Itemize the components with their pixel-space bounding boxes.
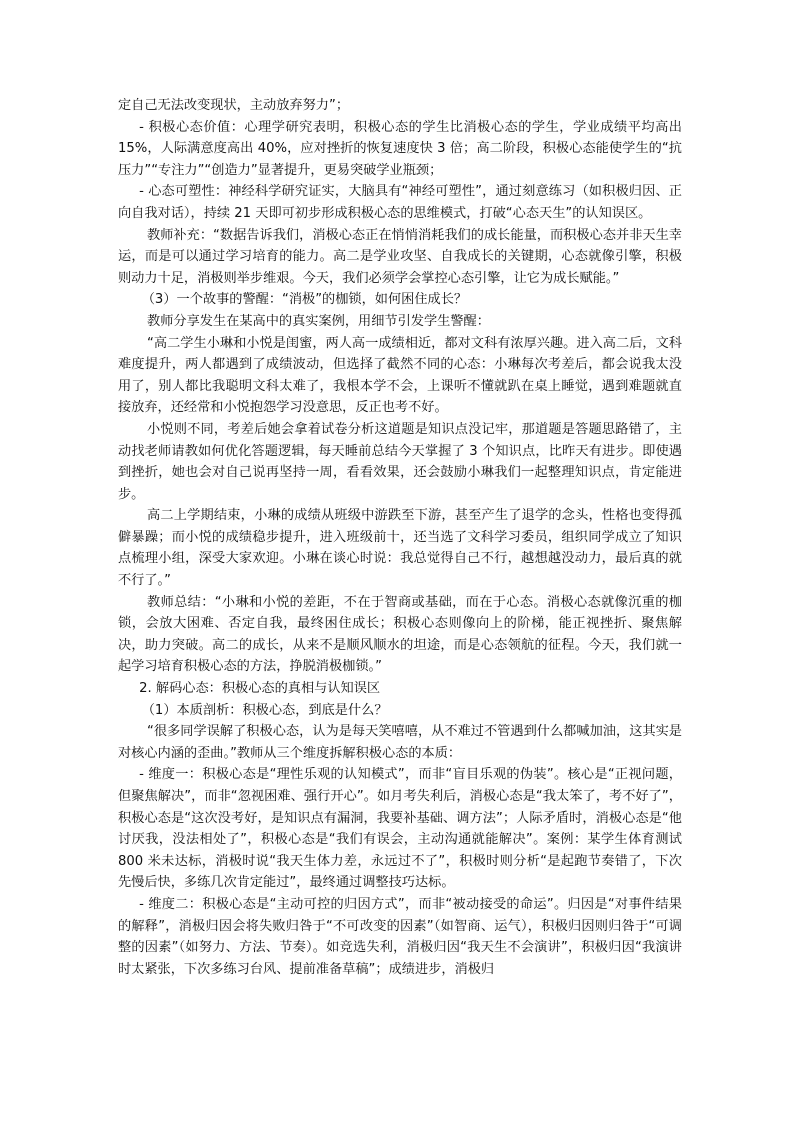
paragraph: - 维度二：积极心态是“主动可控的归因方式”，而非“被动接受的命运”。归因是“对事件结果的解释”，消极归因会将失败归咎于“不可改变的因素”（如智商、运气），积极归因则归咎于“可调整的因素”（如努力、方法、节奏）。如竞选失利，消极归因“我天生不会演讲”，积极归因“我演讲时太紧张，下次多练习台风、提前准备草稿”；成绩进步，消极归 [118, 896, 682, 977]
paragraph: 高二上学期结束，小琳的成绩从班级中游跌至下游，甚至产生了退学的念头，性格也变得孤僻暴躁；而小悦的成绩稳步提升，进入班级前十，还当选了文科学习委员，组织同学成立了知识点梳理小组，深受大家欢迎。小琳在谈心时说：我总觉得自己不行，越想越没动力，最后真的就不行了。” [118, 508, 682, 589]
paragraph: “高二学生小琳和小悦是闺蜜，两人高一成绩相近，都对文科有浓厚兴趣。进入高二后，文科难度提升，两人都遇到了成绩波动，但选择了截然不同的心态：小琳每次考差后，都会说我太没用了，别人都比我聪明文科太难了，我根本学不会，上课听不懂就趴在桌上睡觉，遇到难题就直接放弃，还经常和小悦抱怨学习没意思，反正也考不好。 [118, 335, 682, 416]
paragraph: - 心态可塑性：神经科学研究证实，大脑具有“神经可塑性”，通过刻意练习（如积极归因、正向自我对话），持续 21 天即可初步形成积极心态的思维模式，打破“心态天生”的认知误区。 [118, 184, 682, 221]
paragraph: 教师总结：“小琳和小悦的差距，不在于智商或基础，而在于心态。消极心态就像沉重的枷锁，会放大困难、否定自我，最终困住成长；积极心态则像向上的阶梯，能正视挫折、聚焦解决，助力突破。高二的成长，从来不是顺风顺水的坦途，而是心态领航的征程。今天，我们就一起学习培育积极心态的方法，挣脱消极枷锁。” [118, 594, 682, 675]
paragraph: “很多同学误解了积极心态，认为是每天笑嘻嘻，从不难过不管遇到什么都喊加油，这其实是对核心内涵的歪曲。”教师从三个维度拆解积极心态的本质： [118, 724, 682, 761]
paragraph: - 积极心态价值：心理学研究表明，积极心态的学生比消极心态的学生，学业成绩平均高出 15%，人际满意度高出 40%，应对挫折的恢复速度快 3 倍；高二阶段，积极心态能使学生的“抗压力”“专注力”“创造力”显著提升，更易突破学业瓶颈； [118, 119, 682, 178]
paragraph: 定自己无法改变现状，主动放弃努力”； [118, 98, 350, 113]
paragraph: - 维度一：积极心态是“理性乐观的认知模式”，而非“盲目乐观的伪装”。核心是“正视问题，但聚焦解决”，而非“忽视困难、强行开心”。如月考失利后，消极心态是“我太笨了，考不好了”，积极心态是“这次没考好，是知识点有漏洞，我要补基础、调方法”；人际矛盾时，消极心态是“他讨厌我，没法相处了”，积极心态是“我们有误会，主动沟通就能解决”。案例：某学生体育测试 800 米未达标，消极时说“我天生体力差，永远过不了”，积极时则分析“是起跑节奏错了，下次先慢后快，多练几次肯定能过”，最终通过调整技巧达标。 [118, 767, 682, 891]
paragraph: 教师分享发生在某高中的真实案例，用细节引发学生警醒： [147, 313, 490, 329]
section-heading: （3）一个故事的警醒：“消极”的枷锁，如何困住成长？ [141, 292, 468, 308]
paragraph: 教师补充：“数据告诉我们，消极心态正在悄悄消耗我们的成长能量，而积极心态并非天生幸运，而是可以通过学习培育的能力。高二是学业攻坚、自我成长的关键期，心态就像引擎，积极则动力十足，消极则举步维艰。今天，我们必须学会掌控心态引擎，让它为成长赋能。” [118, 227, 682, 286]
document-page [118, 95, 682, 980]
paragraph: 小悦则不同，考差后她会拿着试卷分析这道题是知识点没记牢，那道题是答题思路错了，主动找老师请教如何优化答题逻辑，每天睡前总结今天掌握了 3 个知识点，比昨天有进步。即使遇到挫折，她也会对自己说再坚持一周，看看效果，还会鼓励小琳我们一起整理知识点，肯定能进步。 [118, 421, 682, 502]
section-heading: （1）本质剖析：积极心态，到底是什么？ [141, 702, 388, 718]
section-heading: 2. 解码心态：积极心态的真相与认知误区 [139, 681, 381, 697]
